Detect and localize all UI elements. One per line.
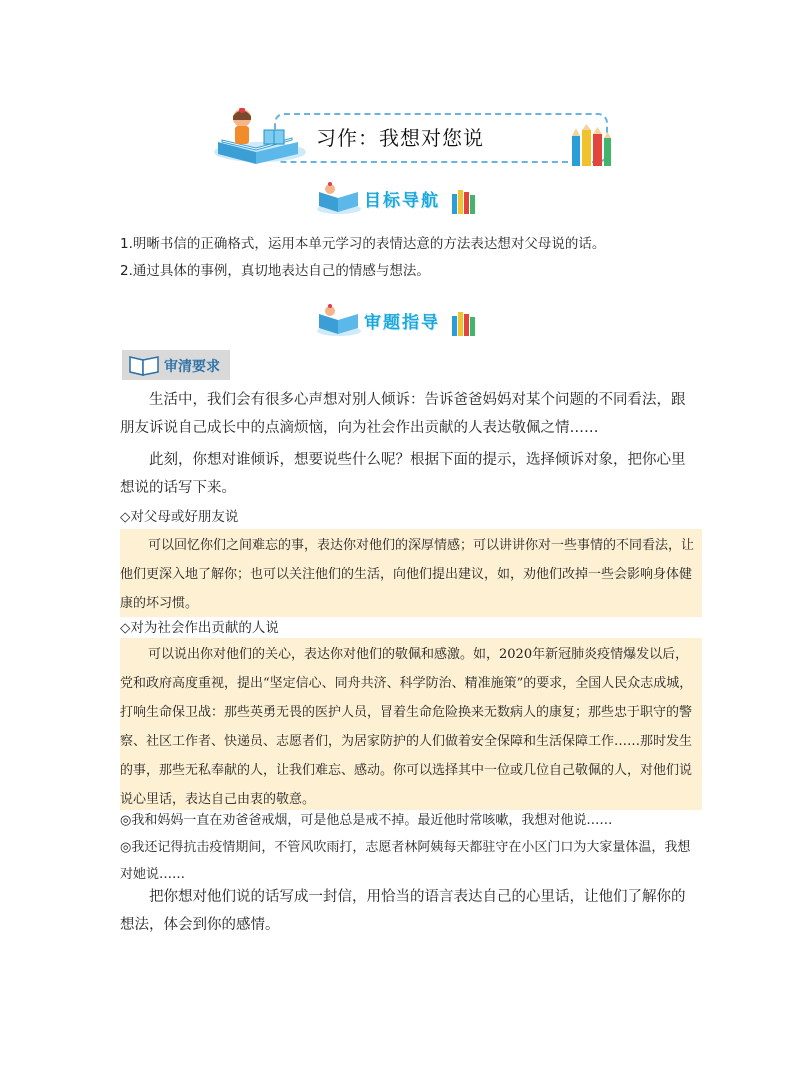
pencils-icon: [450, 308, 478, 336]
examples: [120, 807, 700, 888]
intro-paragraph-1: 生活中，我们会有很多心声想对别人倾诉：告诉爸爸妈妈对某个问题的不同看法，跟朋友诉说自己成长中的点滴烦恼，向为社会作出贡献的人表达敬佩之情……: [120, 392, 686, 436]
pencils-icon: [450, 186, 478, 214]
guide-section-header: [316, 304, 486, 338]
open-book-icon: [316, 304, 362, 338]
goal-item-1: 1.明晰书信的正确格式，运用本单元学习的表情达意的方法表达想对父母说的话。: [120, 236, 606, 252]
option-1-title: ◇对父母或好朋友说: [120, 509, 239, 525]
example-2: ◎我还记得抗击疫情期间，不管风吹雨打，志愿者林阿姨每天都驻守在小区门口为大家量体温，我想对她说……: [120, 840, 691, 882]
page-title: 习作：我想对您说: [316, 126, 484, 150]
option-2-box: [120, 638, 702, 810]
closing-text: [120, 883, 696, 939]
example-1: ◎我和妈妈一直在劝爸爸戒烟，可是他总是戒不掉。最近他时常咳嗽，我想对他说……: [120, 813, 613, 828]
intro-paragraph-2: 此刻，你想对谁倾诉，想要说些什么呢？根据下面的提示，选择倾诉对象，把你心里想说的话写下来。: [120, 452, 686, 496]
closing-paragraph: 把你想对他们说的话写成一封信，用恰当的语言表达自己的心里话，让他们了解你的想法，体会到你的感情。: [120, 889, 686, 933]
option-2-text: 可以说出你对他们的关心，表达你对他们的敬佩和感激。如，2020年新冠肺炎疫情爆发以后，党和政府高度重视，提出“坚定信心、同舟共济、科学防治、精准施策”的要求，全国人民众志成城，打响生命保卫战：那些英勇无畏的医护人员，冒着生命危险换来无数病人的康复；那些忠于职守的警察、社区工作者、快递员、志愿者们，为居家防护的人们做着安全保障和生活保障工作……那时发生的事，那些无私奉献的人，让我们难忘、感动。你可以选择其中一位或几位自己敬佩的人，对他们说说心里话，表达自己由衷的敬意。: [120, 647, 693, 807]
guide-header-label: 审题指导: [364, 313, 440, 333]
open-book-icon: [316, 182, 362, 216]
option-1-box: [120, 529, 702, 617]
option-2-title: ◇对为社会作出贡献的人说: [120, 620, 279, 636]
intro-text: [120, 386, 696, 502]
goals-header-label: 目标导航: [364, 191, 440, 211]
option-1-text: 可以回忆你们之间难忘的事，表达你对他们的深厚情感；可以讲讲你对一些事情的不同看法，让他们更深入地了解你；也可以关注他们的生活，向他们提出建议，如，劝他们改掉一些会影响身体健康的坏习惯。: [120, 538, 695, 611]
title-banner: [212, 108, 608, 164]
goal-item-2: 2.通过具体的事例，真切地表达自己的情感与想法。: [120, 263, 430, 279]
goals-section-header: [316, 182, 486, 216]
pencils-icon: [568, 124, 614, 168]
requirements-subheading: [122, 350, 230, 380]
reading-girl-icon: [212, 108, 312, 168]
subheading-label: 审清要求: [164, 359, 220, 375]
book-icon: [128, 353, 160, 377]
